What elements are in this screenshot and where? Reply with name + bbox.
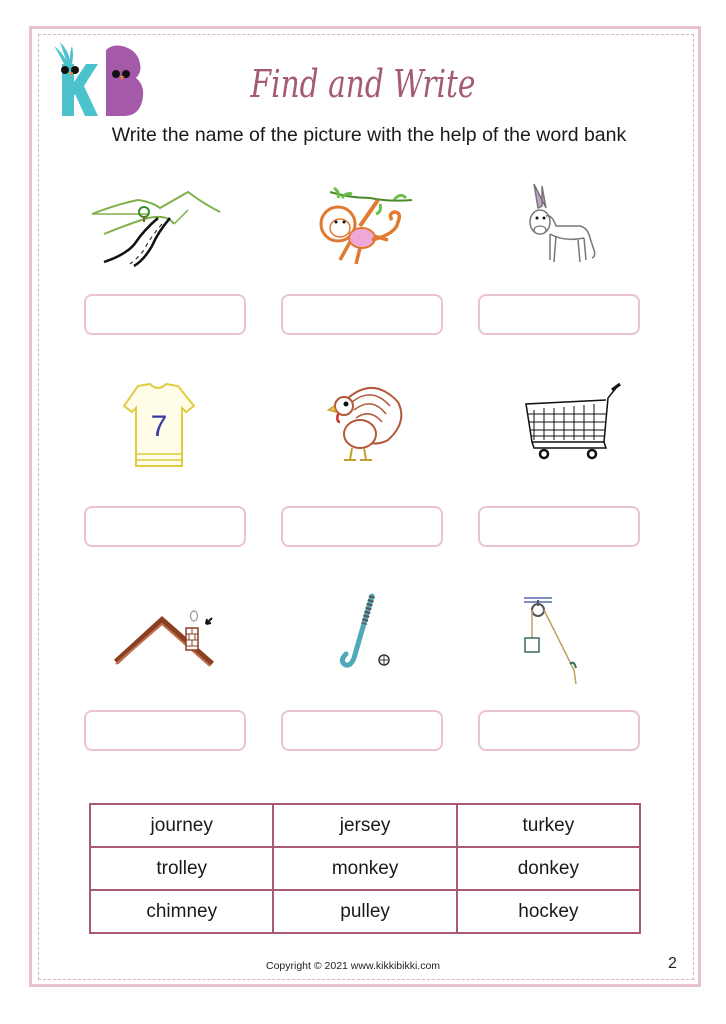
trolley-cart-icon (494, 380, 644, 480)
word-bank-cell: turkey (457, 804, 640, 847)
turkey-icon (290, 378, 440, 478)
answer-box-5[interactable] (281, 506, 443, 547)
word-bank-table (89, 803, 641, 934)
answer-box-4[interactable] (84, 506, 246, 547)
donkey-icon (492, 178, 642, 278)
answer-box-2[interactable] (281, 294, 443, 335)
copyright-text: Copyright © 2021 www.kikkibikki.com (266, 960, 441, 972)
chimney-roof-icon (90, 590, 240, 690)
page-number: 2 (668, 955, 677, 972)
word-bank-cell: monkey (273, 847, 456, 890)
word-bank-cell: jersey (273, 804, 456, 847)
page-title: Find and Write (250, 62, 476, 106)
answer-box-8[interactable] (281, 710, 443, 751)
word-bank-cell: journey (90, 804, 273, 847)
table-row (90, 890, 640, 933)
table-row (90, 804, 640, 847)
word-bank-cell: donkey (457, 847, 640, 890)
pulley-icon (490, 590, 640, 690)
jersey-shirt-7-icon (90, 380, 240, 480)
answer-box-1[interactable] (84, 294, 246, 335)
answer-box-6[interactable] (478, 506, 640, 547)
word-bank-cell: trolley (90, 847, 273, 890)
monkey-icon (290, 178, 440, 278)
word-bank-cell: hockey (457, 890, 640, 933)
answer-box-3[interactable] (478, 294, 640, 335)
instruction-text: Write the name of the picture with the help of the word bank (111, 124, 627, 146)
svg-text:7: 7 (150, 410, 168, 443)
word-bank-cell: chimney (90, 890, 273, 933)
hockey-stick-icon (290, 590, 440, 690)
answer-box-9[interactable] (478, 710, 640, 751)
table-row (90, 847, 640, 890)
word-bank-cell: pulley (273, 890, 456, 933)
journey-road-hills-icon (88, 178, 238, 278)
answer-box-7[interactable] (84, 710, 246, 751)
